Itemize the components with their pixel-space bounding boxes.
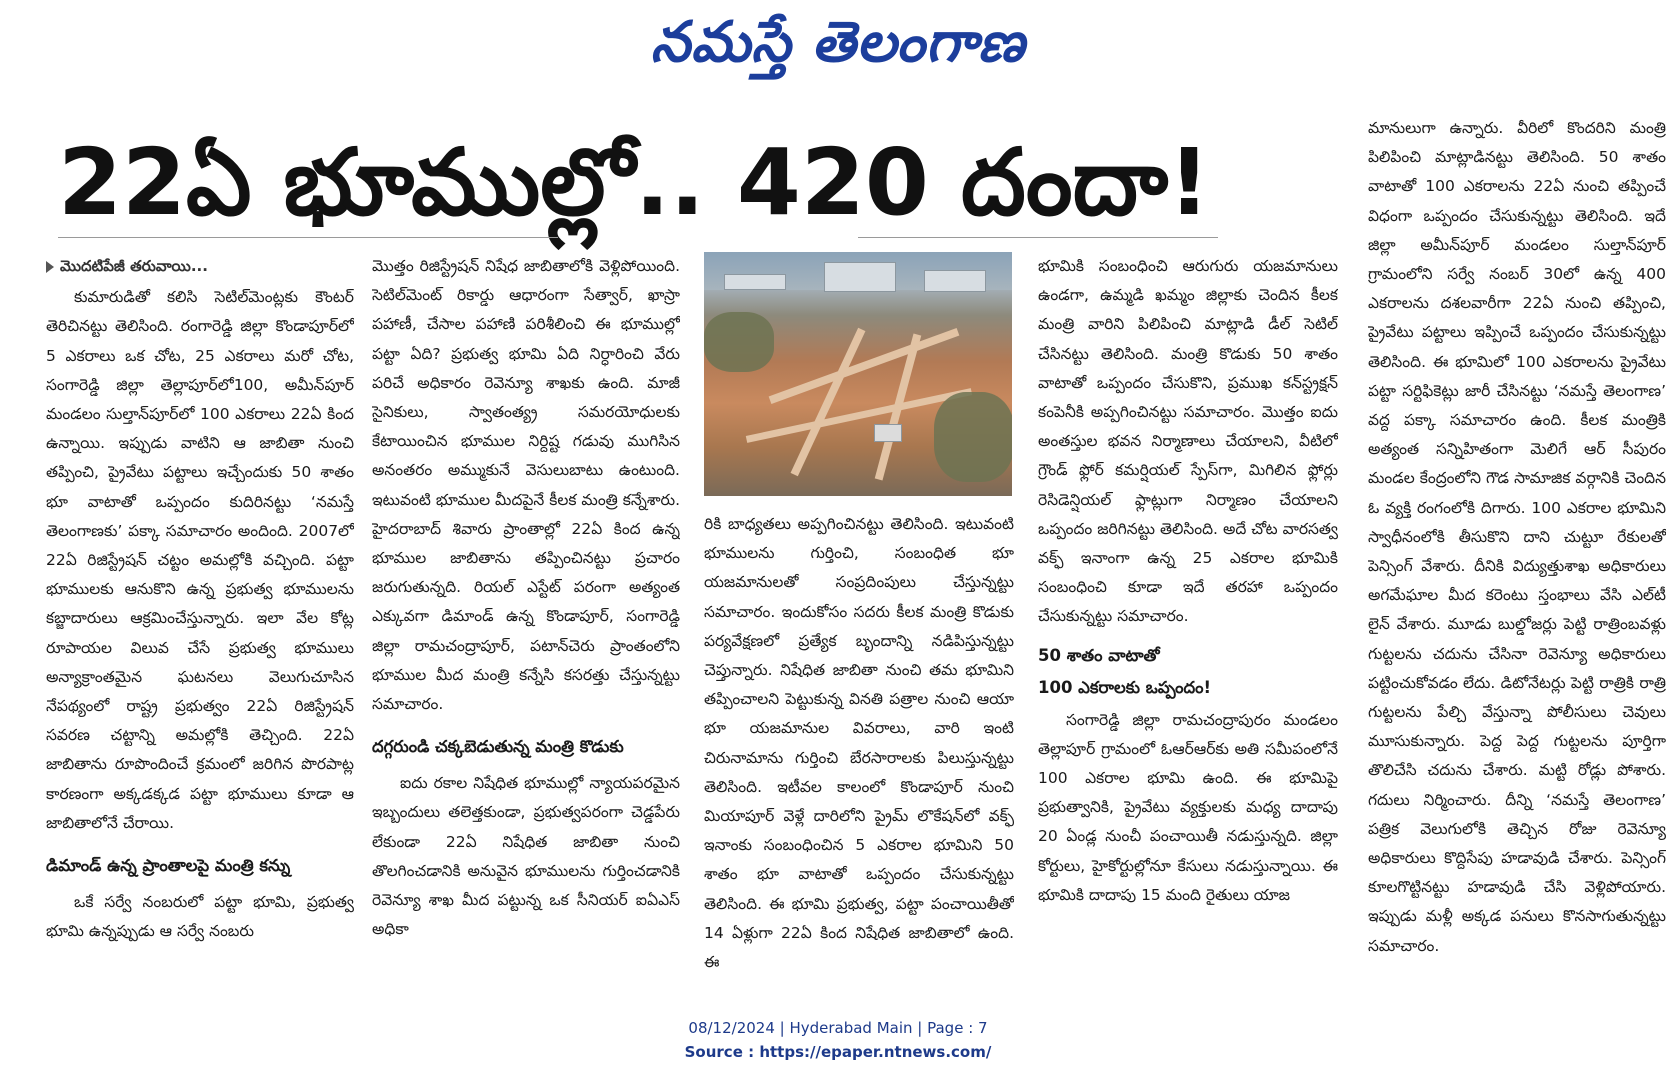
kicker-text: మొదటిపేజీ తరువాయి... <box>60 257 208 275</box>
article-column-3 <box>704 246 1014 986</box>
photo-vegetation <box>704 312 774 372</box>
paragraph: రికి బాధ్యతలు అప్పగించినట్టు తెలిసింది. ఇటువంటి భూములను గుర్తించి, సంబంధిత భూ యజమానులతో సంప్రదింపులు చేస్తున్నట్టు సమాచారం. ఇందుకోసం సదరు కీలక మంత్రి కొడుకు పర్యవేక్షణలో ప్రత్యేక బృందాన్ని నడిపిస్తున్నట్టు చెప్తున్నారు. నిషేధిత జాబితా నుంచి తమ భూమిని తప్పించాలని పెట్టుకున్న వినతి పత్రాల నుంచి ఆయా భూ యజమానుల వివరాలు, వారి ఇంటి చిరునామాను గుర్తించి బేరసారాలకు పిలుస్తున్నట్టు తెలిసింది. ఇటీవల కాలంలో కొండాపూర్ నుంచి మియాపూర్ వెళ్లే దారిలోని ప్రైమ్ లొకేషన్‌లో వక్ఫ్ ఇనాంకు సంబంధించిన 5 ఎకరాల భూమిని 50 శాతం భూ వాటాతో ఒప్పందం చేసుకున్నట్టు తెలిసింది. ఈ భూమి ప్రభుత్వ, పట్టా పంచాయితీతో 14 ఏళ్లుగా 22ఏ కింద నిషేధిత జాబితాలో ఉంది. ఈ <box>704 515 1014 972</box>
paragraph: సంగారెడ్డి జిల్లా రామచంద్రాపురం మండలం తెల్లాపూర్ గ్రామంలో ఓఆర్‌ఆర్‌కు అతి సమీపంలోనే 100 ఎకరాల భూమి ఉంది. ఈ భూమిపై ప్రభుత్వానికి, ప్రైవేటు వ్యక్తులకు మధ్య దాదాపు 20 ఏండ్ల నుంచీ పంచాయితీ నడుస్తున్నది. జిల్లా కోర్టులు, హైకోర్టుల్లోనూ కేసులు నడుస్తున్నాయి. ఈ భూమికి దాదాపు 15 మంది రైతులు యాజ <box>1038 710 1338 904</box>
chevron-right-icon <box>46 261 54 273</box>
photo-building <box>924 270 986 292</box>
paragraph: ఐదు రకాల నిషేధిత భూముల్లో న్యాయపరమైన ఇబ్బందులు తలెత్తకుండా, ప్రభుత్వపరంగా చెడ్డపేరు లేకుండా 22ఏ నిషేధిత జాబితా నుంచి తొలగించడానికి అనువైన భూములను గుర్తించడానికి రెవెన్యూ శాఖ మీద పట్టున్న ఒక సీనియర్ ఐఏఎస్ అధికా <box>372 774 680 939</box>
photo-structure <box>874 424 902 442</box>
photo-building <box>824 262 896 292</box>
headline: 22ఏ భూముల్లో.. 420 దందా! <box>58 129 1211 236</box>
photo-vegetation <box>934 392 1012 482</box>
subheading: 100 ఎకరాలకు ఒప్పందం! <box>1038 677 1212 697</box>
continuation-kicker <box>46 252 354 281</box>
article-column-5 <box>1368 114 1666 974</box>
masthead-logo: నమస్తే తెలంగాణ <box>650 10 1026 75</box>
footer-edition-info: 08/12/2024 | Hyderabad Main | Page : 7 <box>688 1019 988 1037</box>
photo-road <box>769 328 960 404</box>
headline-rule-left <box>58 237 558 238</box>
aerial-land-photo <box>704 252 1012 496</box>
article-column-4 <box>1038 252 1338 977</box>
photo-road <box>791 328 866 476</box>
article-column-1 <box>46 252 354 977</box>
paragraph: కుమారుడితో కలిసి సెటిల్‌మెంట్లకు కౌంటర్ తెరిచినట్టు తెలిసింది. రంగారెడ్డి జిల్లా కొండాపూర్‌లో 5 ఎకరాలు ఒక చోట, 25 ఎకరాలు మరో చోట, సంగారెడ్డి జిల్లా తెల్లాపూర్‌లో100, అమీన్‌పూర్ మండలం సుల్తాన్‌పూర్‌లో 100 ఎకరాలు 22ఏ కింద ఉన్నాయి. ఇప్పుడు వాటిని ఆ జాబితా నుంచి తప్పించి, ప్రైవేటు పట్టాలు ఇచ్చేందుకు 50 శాతం భూ వాటాతో ఒప్పందం కుదిరినట్టు ‘నమస్తే తెలంగాణకు’ పక్కా సమాచారం అందింది. 2007లో 22ఏ రిజిస్ట్రేషన్ చట్టం అమల్లోకి వచ్చింది. పట్టా భూములకు ఆనుకొని ఉన్న ప్రభుత్వ భూములను కబ్జాదారులు ఆక్రమించేస్తున్నారు. ఇలా వేల కోట్ల రూపాయల విలువ చేసే ప్రభుత్వ భూములు అన్యాక్రాంతమైన ఘటనలు వెలుగుచూసిన నేపథ్యంలో రాష్ట్ర ప్రభుత్వం 22ఏ రిజిస్ట్రేషన్ సవరణ చట్టాన్ని అమల్లోకి తెచ్చింది. 22ఏ జాబితాను రూపొందించే క్రమంలో జరిగిన పొరపాట్ల కారణంగా అక్కడక్కడ పట్టా భూములు కూడా ఆ జాబితాలోనే చేరాయి. <box>46 288 354 832</box>
headline-rule-right <box>858 237 1218 238</box>
paragraph: మానులుగా ఉన్నారు. వీరిలో కొందరిని మంత్రి పిలిపించి మాట్లాడినట్టు తెలిసింది. 50 శాతం వాటాతో 100 ఎకరాలను 22ఏ నుంచి తప్పించే విధంగా ఒప్పందం చేసుకున్నట్టు తెలిసింది. ఇదే జిల్లా అమీన్‌పూర్ మండలం సుల్తాన్‌పూర్ గ్రామంలోని సర్వే నంబర్ 30లో ఉన్న 400 ఎకరాలను దశలవారీగా 22ఏ నుంచి తప్పించి, ప్రైవేటు పట్టాలు ఇప్పించే ఒప్పందం చేసుకున్నట్టు తెలిసింది. ఈ భూమిలో 100 ఎకరాలను ప్రైవేటు పట్టా సర్టిఫికెట్లు జారీ చేసినట్టు ‘నమస్తే తెలంగాణ’ వద్ద పక్కా సమాచారం ఉంది. కీలక మంత్రికి అత్యంత సన్నిహితంగా మెలిగే ఆర్ సీపురం మండల కేంద్రంలోని గౌడ సామాజిక వర్గానికి చెందిన ఓ వ్యక్తి రంగంలోకి దిగారు. 100 ఎకరాల భూమిని స్వాధీనంలోకి తీసుకొని దాని చుట్టూ రేకులతో పెన్సింగ్ వేశారు. దీనికి విద్యుత్తుశాఖ అధికారులు అగమేఘాల మీద కరెంటు స్తంభాలు వేసి ఎల్‌టీ లైన్ వేశారు. మూడు బుల్డోజర్లు పెట్టి రాత్రింబవళ్లు గుట్టలను చదును చేసినా రెవెన్యూ అధికారులు పట్టించుకోవడం లేదు. డిటోనేటర్లు పెట్టి రాత్రికి రాత్రి గుట్టలను పేల్చి వేస్తున్నా పోలీసులు చెవులు మూసుకున్నారు. పెద్ద పెద్ద గుట్టలను పూర్తిగా తొలిచేసి చదును చేశారు. మట్టి రోడ్లు పోశారు. గదులు నిర్మించారు. దీన్ని ‘నమస్తే తెలంగాణ’ పత్రిక వెలుగులోకి తెచ్చిన రోజు రెవెన్యూ అధికారులు కొద్దిసేపు హడావుడి చేశారు. పెన్సింగ్ కూలగొట్టినట్టు హడావుడి చేసి వెళ్లిపోయారు. ఇప్పుడు మళ్లీ అక్కడ పనులు కొనసాగుతున్నట్టు సమాచారం. <box>1368 119 1666 955</box>
paragraph: మొత్తం రిజిస్ట్రేషన్ నిషేధ జాబితాలోకి వెళ్లిపోయింది. సెటిల్‌మెంట్ రికార్డు ఆధారంగా సేత్వార్, ఖాస్రా పహాణీ, చేసాల పహాణి పరిశీలించి ఈ భూముల్లో పట్టా ఏది? ప్రభుత్వ భూమి ఏది నిర్ధారించి వేరు పరిచే అధికారం రెవెన్యూ శాఖకు ఉంది. మాజీ సైనికులు, స్వాతంత్య్ర సమరయోధులకు కేటాయించిన భూముల నిర్దిష్ట గడువు ముగిసిన అనంతరం అమ్ముకునే వెసులుబాటు ఉంటుంది. ఇటువంటి భూముల మీదపైనే కీలక మంత్రి కన్నేశారు. హైదరాబాద్ శివారు ప్రాంతాల్లో 22ఏ కింద ఉన్న భూముల జాబితాను తప్పించినట్టు ప్రచారం జరుగుతున్నది. రియల్ ఎస్టేట్ పరంగా అత్యంత ఎక్కువగా డిమాండ్ ఉన్న కొండాపూర్, సంగారెడ్డి జిల్లా రామచంద్రాపూర్, పటాన్‌చెరు ప్రాంతంలోని భూముల మీద మంత్రి కన్నేసి కసరత్తు చేస్తున్నట్టు సమాచారం. <box>372 257 680 714</box>
paragraph: ఒకే సర్వే నంబరులో పట్టా భూమి, ప్రభుత్వ భూమి ఉన్నప్పుడు ఆ సర్వే నంబరు <box>46 893 354 941</box>
subheading: డిమాండ్ ఉన్న ప్రాంతాలపై మంత్రి కన్ను <box>46 856 291 876</box>
subheading: దగ్గరుండి చక్కబెడుతున్న మంత్రి కొడుకు <box>372 737 624 757</box>
photo-building <box>724 274 786 290</box>
article-column-2 <box>372 252 680 977</box>
paragraph: భూమికి సంబంధించి ఆరుగురు యజమానులు ఉండగా, ఉమ్మడి ఖమ్మం జిల్లాకు చెందిన కీలక మంత్రి వారిని పిలిపించి మాట్లాడి డీల్ సెటిల్ చేసినట్టు తెలిసింది. మంత్రి కొడుకు 50 శాతం వాటాతో ఒప్పందం చేసుకొని, ప్రముఖ కన్‌స్ట్రక్షన్ కంపెనీకి అప్పగించినట్టు సమాచారం. మొత్తం ఐదు అంతస్తుల భవన నిర్మాణాలు చేయాలని, వీటిలో గ్రౌండ్ ఫ్లోర్ కమర్షియల్ స్పేస్‌గా, మిగిలిన ఫ్లోర్లు రెసిడెన్షియల్ ఫ్లాట్లుగా నిర్మాణం చేయాలని ఒప్పందం జరిగినట్టు తెలిసింది. అదే చోట వారసత్వ వక్ఫ్ ఇనాంగా ఉన్న 25 ఎకరాల భూమికి సంబంధించి కూడా ఇదే తరహా ఒప్పందం చేసుకున్నట్టు సమాచారం. <box>1038 257 1338 626</box>
subheading: 50 శాతం వాటాతో <box>1038 645 1160 665</box>
footer-source-link[interactable]: Source : https://epaper.ntnews.com/ <box>684 1043 992 1061</box>
